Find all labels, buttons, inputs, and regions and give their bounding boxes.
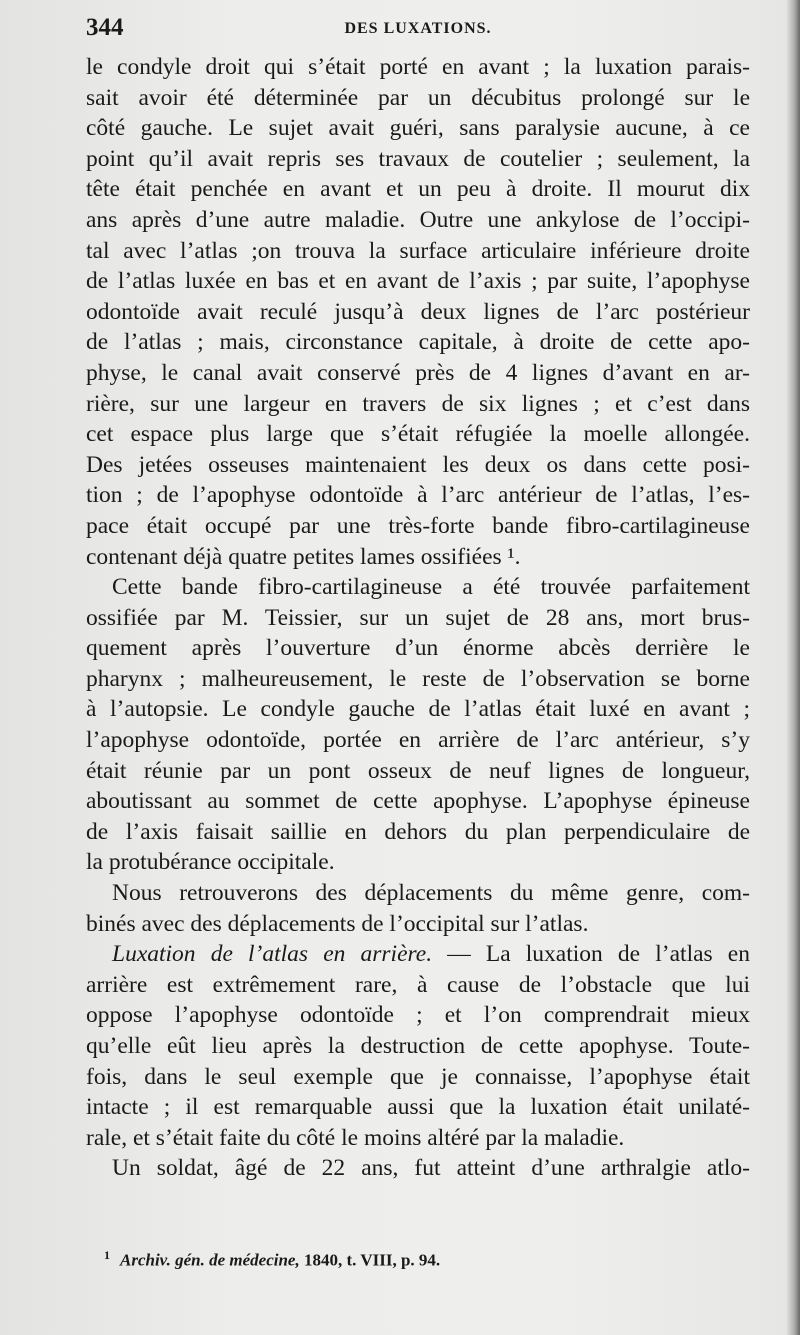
section-heading: Luxation de l’atlas en arrière.	[112, 941, 433, 968]
text-line: de l’axis faisait saillie en dehors du plan perpendiculaire de	[86, 818, 750, 845]
text-line-section-lead	[86, 939, 750, 970]
section-lead-text: — La luxation de l’atlas en	[432, 941, 750, 968]
text-line: Nous retrouverons des déplacements du même genre, com-	[112, 880, 750, 907]
text-line: tion ; de l’apophyse odontoïde à l’arc antérieur de l’atlas, l’es-	[86, 482, 750, 509]
text-line: binés avec des déplacements de l’occipital sur l’atlas.	[86, 910, 589, 937]
text-line: ossifiée par M. Teissier, sur un sujet de 28 ans, mort brus-	[86, 604, 750, 631]
text-line: contenant déjà quatre petites lames ossifiées ¹.	[86, 543, 521, 570]
text-line: aboutissant au sommet de cette apophyse. L’apophyse épineuse	[86, 788, 750, 815]
text-line: l’apophyse odontoïde, portée en arrière de l’arc antérieur, s’y	[86, 727, 750, 754]
page-edge-shadow	[786, 0, 800, 1335]
text-line: la protubérance occipitale.	[86, 849, 335, 876]
text-line: arrière est extrêmement rare, à cause de l’obstacle que lui	[86, 971, 750, 998]
text-line: fois, dans le seul exemple que je connaisse, l’apophyse était	[86, 1063, 750, 1090]
footnote-source: Archiv. gén. de médecine,	[120, 1250, 300, 1270]
footnote	[104, 1248, 750, 1271]
running-title: DES LUXATIONS.	[344, 20, 492, 37]
text-line: à l’autopsie. Le condyle gauche de l’atlas était luxé en avant ;	[86, 696, 750, 723]
text-line: rière, sur une largeur en travers de six lignes ; et c’est dans	[86, 390, 750, 417]
text-line: de l’atlas ; mais, circonstance capitale, à droite de cette apo-	[86, 329, 750, 356]
text-line: qu’elle eût lieu après la destruction de cette apophyse. Toute-	[86, 1033, 750, 1059]
text-line: Un soldat, âgé de 22 ans, fut atteint d’une arthralgie atlo-	[112, 1155, 750, 1182]
text-line: oppose l’apophyse odontoïde ; et l’on comprendrait mieux	[86, 1002, 750, 1029]
text-line: physe, le canal avait conservé près de 4 lignes d’avant en ar-	[86, 359, 750, 386]
text-line: sait avoir été déterminée par un décubitus prolongé sur le	[86, 84, 750, 111]
text-line: point qu’il avait repris ses travaux de coutelier ; seulement, la	[86, 145, 750, 172]
text-line: intacte ; il est remarquable aussi que la luxation était unilaté-	[86, 1094, 750, 1121]
text-line: le condyle droit qui s’était porté en avant ; la luxation parais-	[86, 54, 750, 80]
footnote-ref: 1840, t. VIII, p. 94.	[299, 1250, 441, 1270]
text-line: Des jetées osseuses maintenaient les deux os dans cette posi-	[86, 451, 750, 478]
text-line: pace était occupé par une très-forte bande fibro-cartilagineuse	[86, 512, 750, 539]
page-number: 344	[86, 14, 124, 41]
text-line: rale, et s’était faite du côté le moins altéré par la maladie.	[86, 1124, 625, 1151]
text-line: pharynx ; malheureusement, le reste de l’observation se borne	[86, 665, 750, 692]
text-line: tête était penchée en avant et un peu à droite. Il mourut dix	[86, 176, 750, 203]
text-line: cet espace plus large que s’était réfugiée la moelle allongée.	[86, 421, 750, 448]
text-line: côté gauche. Le sujet avait guéri, sans paralysie aucune, à ce	[86, 115, 750, 142]
text-line: ans après d’une autre maladie. Outre une ankylose de l’occipi-	[86, 206, 750, 233]
text-line: quement après l’ouverture d’un énorme abcès derrière le	[86, 635, 750, 662]
page-header	[86, 10, 750, 50]
text-line: Cette bande fibro-cartilagineuse a été trouvée parfaitement	[112, 574, 750, 601]
footnote-mark: 1	[104, 1248, 110, 1262]
text-line: tal avec l’atlas ;on trouva la surface articulaire inférieure droite	[86, 237, 750, 264]
body-text	[86, 52, 750, 1184]
text-line: était réunie par un pont osseux de neuf lignes de longueur,	[86, 757, 750, 784]
text-line: de l’atlas luxée en bas et en avant de l’axis ; par suite, l’apophyse	[86, 268, 750, 295]
text-line: odontoïde avait reculé jusqu’à deux lignes de l’arc postérieur	[86, 298, 750, 325]
